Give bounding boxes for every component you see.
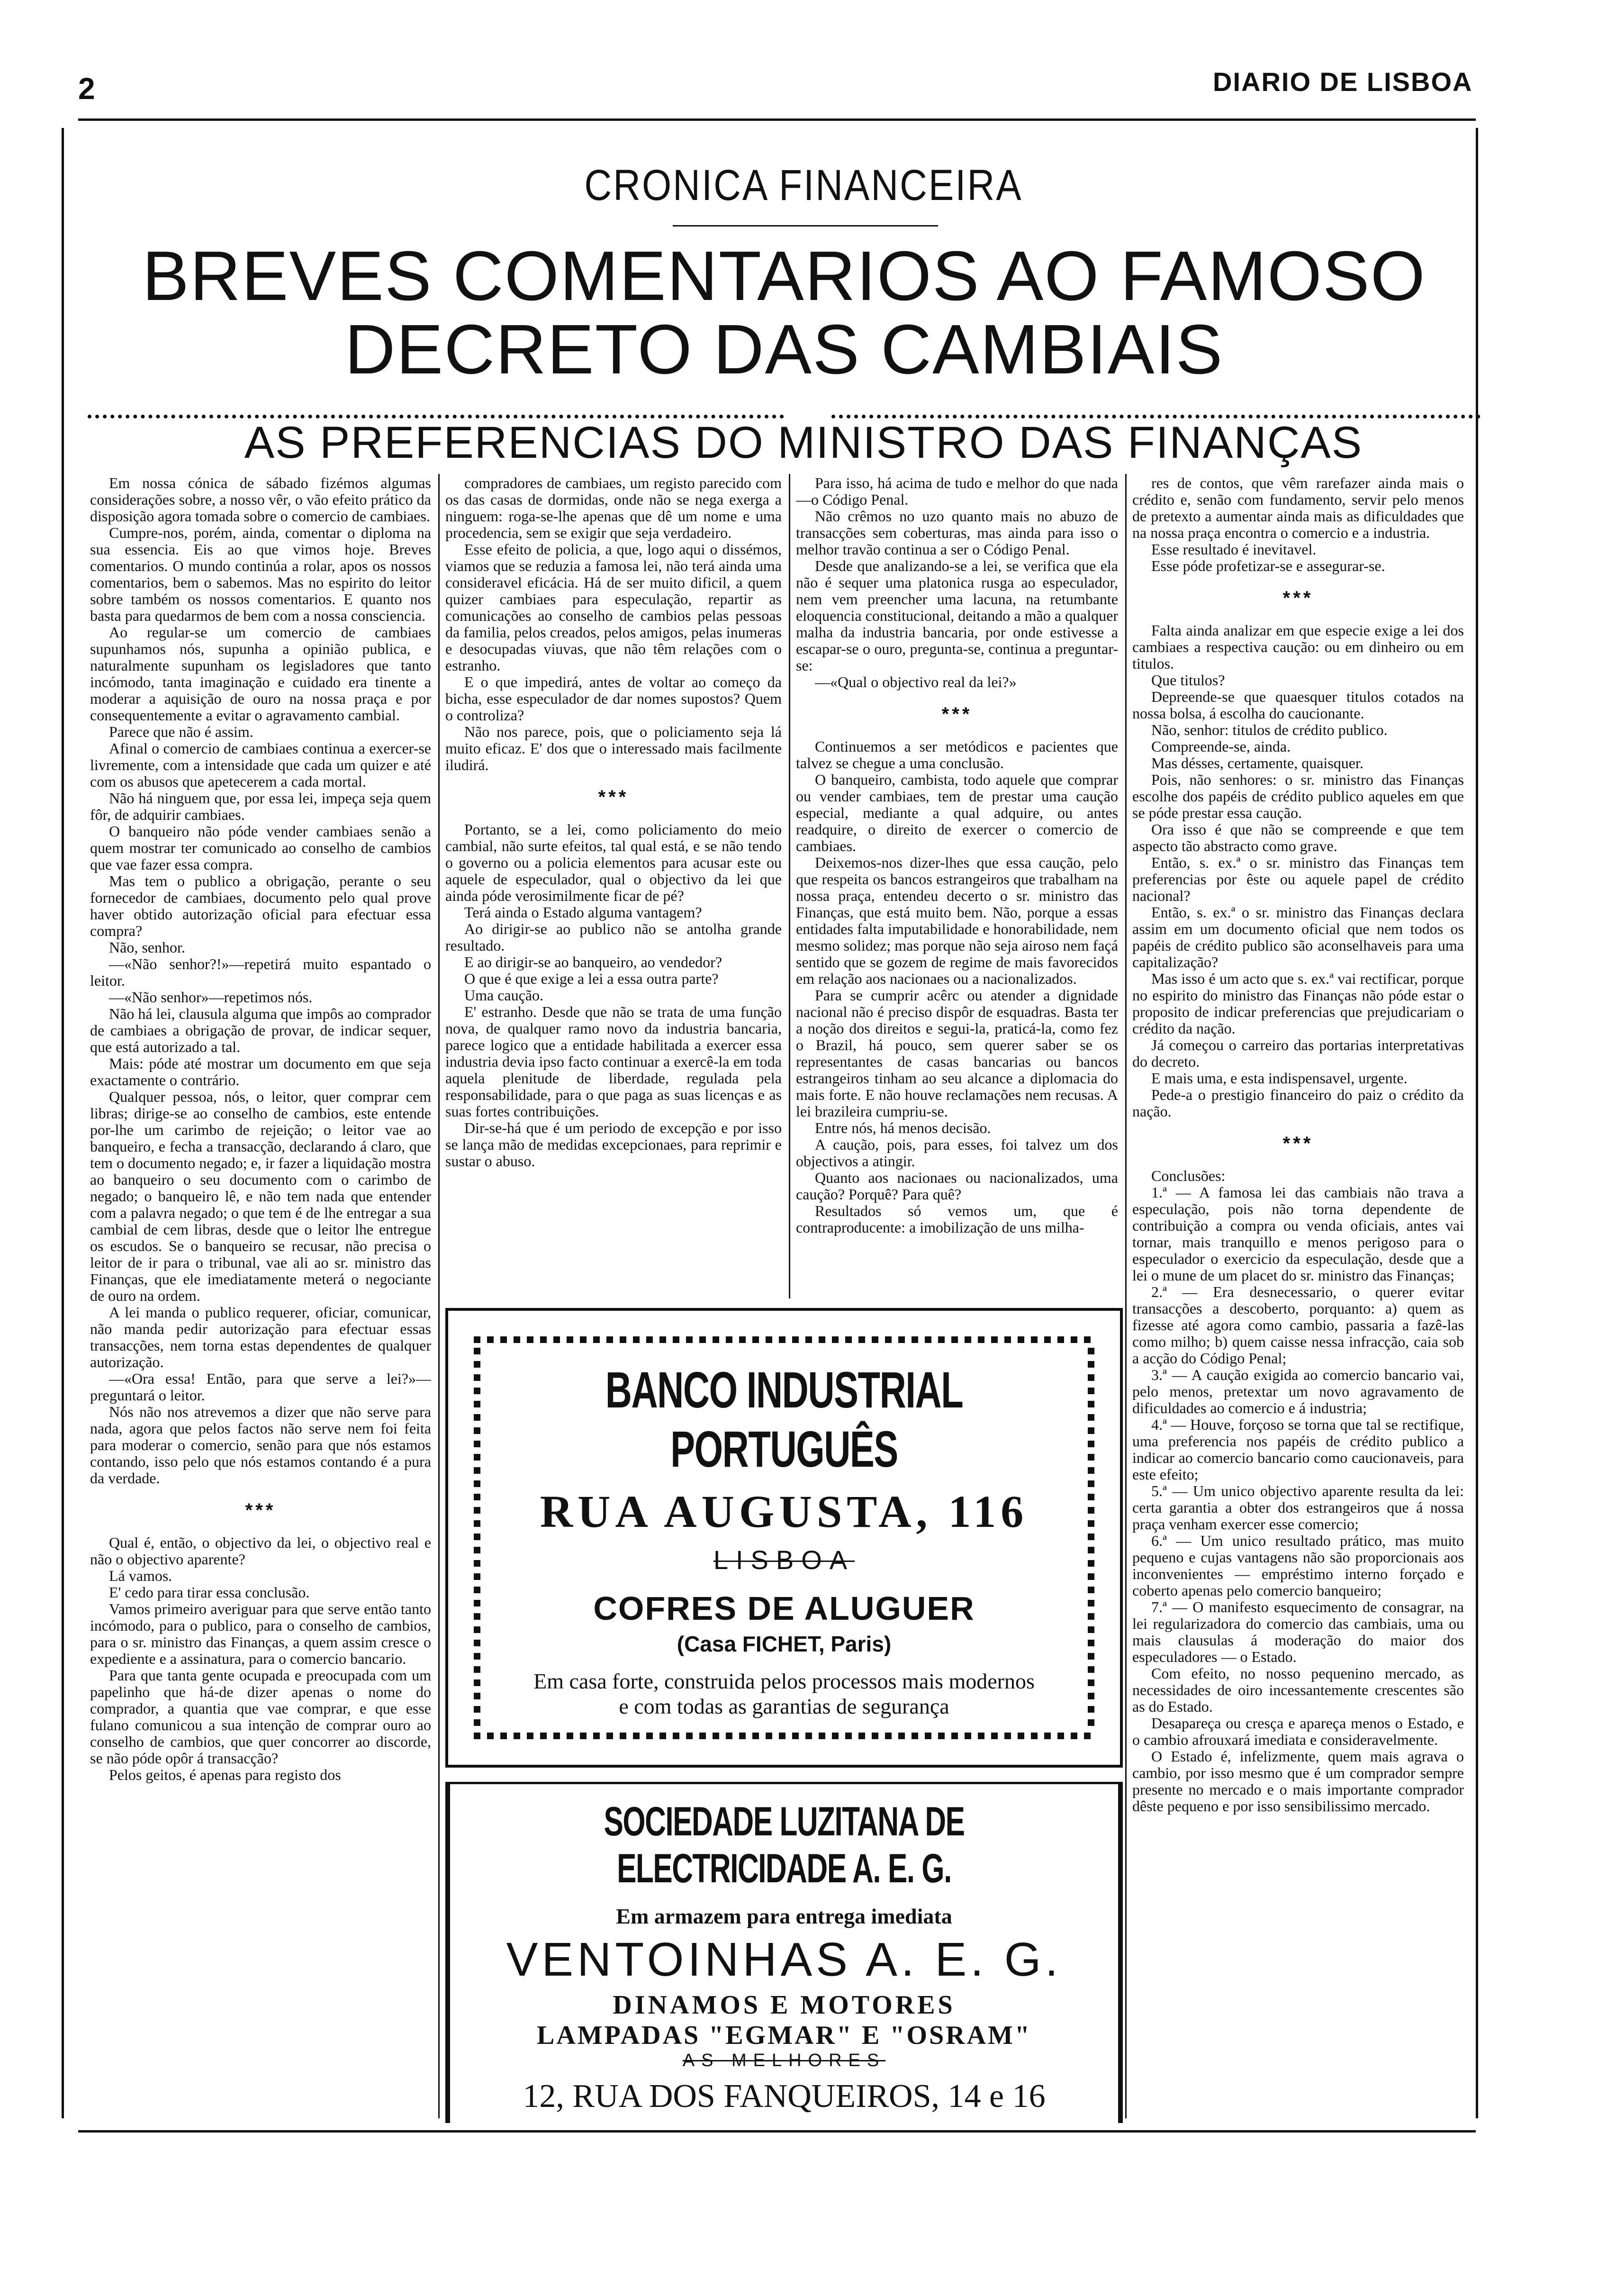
advertisement-aeg: [445, 1782, 1123, 2123]
article-paragraph: Parece que não é assim.: [109, 723, 253, 740]
article-paragraph: 5.ª — Um unico objectivo aparente resulta da lei: certa garantia a obter dos estrangeiros que á nossa praça venham exercer esse comercio;: [1132, 1482, 1464, 1533]
article-paragraph: Esse póde profetizar-se e assegurar-se.: [1151, 557, 1385, 574]
article-paragraph: Terá ainda o Estado alguma vantagem?: [464, 904, 702, 921]
article-paragraph: E o que impedirá, antes de voltar ao começo da bicha, esse especulador de dar nomes supostos? Quem o controliza?: [445, 673, 782, 724]
article-paragraph: Nós não nos atrevemos a dizer que não serve para nada, agora que pelos factos não serve nem foi feita para moderar o comercio, senão para que nós estamos contando, isso pelo que nós estamos contando é a pura da verdade.: [90, 1403, 431, 1487]
article-paragraph: Pois, não senhores: o sr. ministro das Finanças escolhe dos papéis de crédito publico aqueles em que se póde prestar essa caução.: [1132, 771, 1464, 821]
article-paragraph: Compreende-se, ainda.: [1151, 738, 1291, 755]
article-paragraph: Ao regular-se um comercio de cambiaes supunhamos nós, supunha a opinião publica, e naturalmente supunham os legisladores que tanto incómodo, tanta imaginação e cuidado era tinente a moderar a aquisição de ouro na nossa praça e por consequentemente a evitar o agravamento cambial.: [90, 624, 431, 724]
section-break-stars: ***: [598, 787, 629, 808]
section-rule: [673, 225, 938, 227]
article-paragraph: Em nossa cónica de sábado fizémos algumas considerações sobre, a nosso vêr, o vão efeito prático da disposição agora tomada sobre o comercio de cambiaes.: [90, 475, 431, 525]
article-paragraph: Ao dirigir-se ao publico não se antolha grande resultado.: [445, 920, 782, 954]
advertisement-banco-industrial: [445, 1308, 1123, 1768]
ad-banco-subline: (Casa FICHET, Paris): [677, 1632, 892, 1656]
ad-banco-tagline-1: Em casa forte, construida pelos processos mais modernos: [533, 1669, 1035, 1693]
article-paragraph: Mas tem o publico a obrigação, perante o seu fornecedor de cambiaes, documento pelo qual prove haver obtido autorização oficial para efectuar essa compra?: [90, 872, 431, 939]
article-paragraph: Esse resultado é inevitavel.: [1151, 541, 1317, 558]
article-paragraph: —«Não senhor?!»—repetirá muito espantado o leitor.: [90, 955, 431, 989]
article-paragraph: Entre nós, há menos decisão.: [815, 1119, 991, 1136]
article-paragraph: O banqueiro não póde vender cambiaes senão a quem mostrar ter comunicado ao conselho de cambios que vae fazer essa compra.: [90, 823, 431, 873]
article-paragraph: Já começou o carreiro das portarias interpretativas do decreto.: [1132, 1036, 1464, 1070]
article-paragraph: Não, senhor.: [109, 939, 185, 956]
article-paragraph: 3.ª — A caução exigida ao comercio bancario vai, pelo menos, pretextar um novo agravamento de dificuldades ao comercio e á industria;: [1132, 1366, 1464, 1416]
article-paragraph: Então, s. ex.ª o sr. ministro das Finanças tem preferencias por êste ou aquele papel de crédito nacional?: [1132, 854, 1464, 904]
section-break-stars: ***: [1282, 588, 1314, 608]
article-paragraph: A lei manda o publico requerer, oficiar, comunicar, não manda pedir autorização para efectuar essas transacções, nem torna estas dependentes de qualquer autorização.: [90, 1304, 431, 1370]
ad-banco-ornamental-border: [460, 1323, 1108, 1752]
article-paragraph: 1.ª — A famosa lei das cambiais não trava a especulação, pois não torna dependente de contribuição a compra ou venda oficiais, antes vai tornar, mais tranquillo e menos perigoso para o especulador o exercicio da especulação, desde que a lei o mune de um placet do sr. ministro das Finanças;: [1132, 1184, 1464, 1284]
article-paragraph: E mais uma, e esta indispensavel, urgente.: [1151, 1070, 1408, 1087]
bottom-rule: [78, 2130, 1476, 2133]
article-paragraph: 2.ª — Era desnecessario, o querer evitar transacções a descoberto, porquanto: a) quem as fizesse até agora como cambio, passaria a fazê-las como milho; b) quem caisse nessa infracção, caia sob a acção do Código Penal;: [1132, 1283, 1464, 1367]
article-paragraph: 6.ª — Um unico resultado prático, mas muito pequeno e cujas vantagens não são proporcionais aos inconvenientes — empréstimo interno forçado e coberto apenas pelo comercio banqueiro;: [1132, 1532, 1464, 1599]
article-paragraph: Uma caução.: [464, 987, 544, 1004]
article-paragraph: Qual é, então, o objectivo da lei, o objectivo real e não o objectivo aparente?: [90, 1534, 431, 1568]
article-paragraph: Continuemos a ser metódicos e pacientes que talvez se chegue a uma conclusão.: [796, 738, 1118, 771]
article-paragraph: Cumpre-nos, porém, ainda, comentar o diploma na sua essencia. Eis ao que vimos hoje. Breves comentarios. O mundo continúa a rolar, apos os nossos comentarios, bem o sabemos. Mas no espirito do leitor sobre também os nossos comentarios. E quanto nos basta para quedarmos de bem com a nossa consciencia.: [90, 524, 431, 624]
article-paragraph: Mas désses, certamente, quaisquer.: [1151, 754, 1363, 771]
article-paragraph: compradores de cambiaes, um registo parecido com os das casas de dormidas, onde não se nega exerga a ninguem: roga-se-lhe apenas que dê um nome e uma procedencia, sem se exigir que seja verdadeiro.: [445, 475, 782, 541]
article-paragraph: Portanto, se a lei, como policiamento do meio cambial, não surte efeitos, tal qual está, e se não tendo o governo ou a policia elementos para acusar este ou aquele de especulador, qual o objectivo da lei que ainda póde verosimilmente ficar de pé?: [445, 821, 782, 904]
article-paragraph: Não há ninguem que, por essa lei, impeça seja quem fôr, de adquirir cambiaes.: [90, 790, 431, 823]
article-paragraph: 4.ª — Houve, forçoso se torna que tal se rectifique, uma preferencia nos papéis de crédito publico a indicar ao comercio bancario como caucionaveis, para este efeito;: [1132, 1416, 1464, 1483]
article-paragraph: Vamos primeiro averiguar para que serve então tanto incómodo, para o publico, para o conselho de cambios, para o sr. ministro das Finanças, a quem assim cresce o expediente e a assinatura, para o comercio bancario.: [90, 1600, 431, 1667]
article-paragraph: Para que tanta gente ocupada e preocupada com um papelinho que há-de dizer apenas o nome do comprador, a quantia que vae comprar, e que esse fulano comunicou a sua intenção de comprar ouro ao conselho de cambios, que quer concorrer ao discorde, se não póde opôr á transacção?: [90, 1667, 431, 1767]
article-column-3: [796, 475, 1118, 1299]
section-title: CRONICA FINANCEIRA: [584, 161, 1023, 209]
article-paragraph: E' cedo para tirar essa conclusão.: [109, 1584, 310, 1601]
ad-banco-city: LISBOA: [713, 1545, 855, 1575]
ad-banco-headline: COFRES DE ALUGUER: [593, 1590, 975, 1627]
article-paragraph: Esse efeito de policia, a que, logo aqui o dissémos, viamos que se reduzia a famosa lei, não terá ainda uma consideravel eficácia. Há de ser muito dificil, a quem quizer cambiaes para especulação, repartir as comunicações ao conselho de cambios pelas pessoas da familia, pelos creados, pelos amigos, pelas inumeras e desocupadas viuvas, que não têm relações com o estranho.: [445, 541, 782, 674]
section-break-stars: ***: [941, 704, 973, 725]
ad-aeg-line-2: LAMPADAS "EGMAR" E "OSRAM": [537, 2021, 1031, 2050]
article-paragraph: Ora isso é que não se compreende e que tem aspecto tão abstracto como grave.: [1132, 821, 1464, 854]
article-paragraph: Não nos parece, pois, que o policiamento seja lá muito eficaz. E' dos que o interessado mais facilmente iludirá.: [445, 723, 782, 773]
page-number: 2: [78, 72, 95, 106]
article-column-2: [445, 475, 782, 1299]
article-paragraph: Para isso, há acima de tudo e melhor do que nada—o Código Penal.: [796, 475, 1118, 508]
column-rule: [438, 474, 440, 2118]
article-paragraph: Pede-a o prestigio financeiro do paiz o crédito da nação.: [1132, 1086, 1464, 1120]
ad-aeg-address: 12, RUA DOS FANQUEIROS, 14 e 16: [523, 2078, 1046, 2114]
article-paragraph: O banqueiro, cambista, todo aquele que comprar ou vender cambiaes, tem de prestar uma caução especial, mediante a qual adquire, ou antes readquire, o direito de exercer o comercio de cambiaes.: [796, 771, 1118, 854]
article-paragraph: Pelos geitos, é apenas para registo dos: [109, 1766, 341, 1783]
article-paragraph: Não, senhor: titulos de crédito publico.: [1151, 721, 1388, 738]
article-paragraph: Lá vamos.: [109, 1567, 172, 1584]
ad-aeg-product: VENTOINHAS A. E. G.: [506, 1933, 1062, 1986]
section-break-stars: ***: [245, 1500, 276, 1521]
article-paragraph: Quanto aos nacionaes ou nacionalizados, uma caução? Porquê? Para quê?: [796, 1169, 1118, 1203]
article-paragraph: Não há lei, clausula alguma que impôs ao comprador de cambiaes a obrigação de provar, de indicar sequer, que está autorizado a tal.: [90, 1005, 431, 1055]
article-paragraph: —«Qual o objectivo real da lei?»: [815, 673, 1017, 690]
ad-banco-tagline-2: e com todas as garantias de segurança: [619, 1694, 949, 1718]
article-paragraph: Não crêmos no uzo quanto mais no abuzo de transacções sem coberturas, mas ainda para isso o melhor travão continua a ser o Código Penal.: [796, 508, 1118, 558]
article-paragraph: Depreende-se que quaesquer titulos cotados na nossa bolsa, á escolha do caucionante.: [1132, 688, 1464, 722]
ad-aeg-line-3: AS MELHORES: [682, 2051, 886, 2070]
article-paragraph: Que titulos?: [1151, 672, 1225, 689]
article-paragraph: E ao dirigir-se ao banqueiro, ao vendedor?: [464, 953, 722, 971]
article-paragraph: —«Não senhor»—repetimos nós.: [109, 989, 313, 1006]
article-paragraph: 7.ª — O manifesto esquecimento de consagrar, na lei regularizadora do comercio das cambiais, uma ou mais clausulas á moderação do maior dos especuladores — o Estado.: [1132, 1598, 1464, 1665]
subhead: AS PREFERENCIAS DO MINISTRO DAS FINANÇAS: [244, 417, 1363, 468]
article-paragraph: Falta ainda analizar em que especie exige a lei dos cambiaes a respectiva caução: ou em dinheiro ou em titulos.: [1132, 622, 1464, 672]
masthead-name: DIARIO DE LISBOA: [1213, 67, 1473, 97]
ad-banco-tagline: [502, 1669, 1066, 1719]
article-paragraph: Mais: póde até mostrar um documento em que seja exactamente o contrário.: [90, 1055, 431, 1089]
column-rule: [1125, 474, 1127, 2118]
ad-banco-street: RUA AUGUSTA, 116: [540, 1486, 1029, 1537]
article-paragraph: Deixemos-nos dizer-lhes que essa caução, pelo que respeita os bancos estrangeiros que trabalham na nossa praça, entendeu decerto o sr. ministro das Finanças, que está muito bem. Não, porque a essas entidades falta imputabilidade e honorabilidade, nem mesmo solidez; mas porque não seja airoso nem façá sentido que se gozem de regime de mais favorecidos em relação aos nacionaes ou a nacionalizados.: [796, 854, 1118, 987]
headline-line-1: BREVES COMENTARIOS AO FAMOSO: [142, 237, 1426, 315]
article-paragraph: —«Ora essa! Então, para que serve a lei?»—preguntará o leitor.: [90, 1370, 431, 1404]
ad-aeg-company: SOCIEDADE LUZITANA DE ELECTRICIDADE A. E. G.: [604, 1799, 965, 1891]
article-paragraph: O que é que exige a lei a essa outra parte?: [464, 970, 719, 987]
headline-line-2: DECRETO DAS CAMBIAIS: [344, 310, 1224, 389]
ad-aeg-availability: Em armazem para entrega imediata: [616, 1904, 952, 1928]
article-paragraph: Então, s. ex.ª o sr. ministro das Finanças declara assim em um documento oficial que nem todos os papéis de crédito publico são aconselhaveis para uma capitalização?: [1132, 904, 1464, 971]
column-rule: [789, 474, 790, 1298]
article-paragraph: O Estado é, infelizmente, quem mais agrava o cambio, por isso mesmo que é um comprador sempre presente no mercado e o mais importante comprador dêste pequeno e por isso sensibilissimo mercado.: [1132, 1748, 1464, 1815]
article-paragraph: Mas isso é um acto que s. ex.ª vai rectificar, porque no espirito do ministro das Finanças não póde estar o proposito de indicar preferencias que prejudicariam o crédito da nação.: [1132, 970, 1464, 1037]
article-paragraph: Afinal o comercio de cambiaes continua a exercer-se livremente, com a intensidade que cada um quizer e até com os abusos que apetecerem a cada mortal.: [90, 740, 431, 790]
article-paragraph: Conclusões:: [1151, 1167, 1226, 1184]
article-paragraph: Dir-se-há que é um periodo de excepção e por isso se lança mão de medidas excepcionaes, para reprimir e sustar o abuso.: [445, 1119, 782, 1170]
article-paragraph: A caução, pois, para esses, foi talvez um dos objectivos a atingir.: [796, 1136, 1118, 1170]
article-column-4: [1132, 475, 1464, 2114]
article-paragraph: Qualquer pessoa, nós, o leitor, quer comprar cem libras; dirige-se ao conselho de cambios, este entende por-lhe um carimbo de rejeição; o leitor vae ao banqueiro, e fecha a transacção, declarando á claro, que tem o documento negado; e, ir fazer a liquidação mostra ao banqueiro o seu documento com o carimbo de negado; o banqueiro lê, e não tem nada que entender com a palavra negado; o que tem é de lhe entregar a sua cambial de cem libras, desde que o leitor lhe entregue os escudos. Se o banqueiro se recusar, não precisa o leitor de ir para o tribunal, vae ali ao sr. ministro das Finanças, que ele imediatamente meterá o negociante de ouro na ordem.: [90, 1088, 431, 1304]
ad-aeg-line-1: DINAMOS E MOTORES: [613, 1990, 956, 2020]
top-rule: [78, 118, 1476, 121]
article-paragraph: Com efeito, no nosso pequenino mercado, as necessidades de oiro incessantemente crescentes são as do Estado.: [1132, 1665, 1464, 1715]
article-paragraph: res de contos, que vêm rarefazer ainda mais o crédito e, senão com fundamento, servir pelo menos de pretexto a aumentar ainda mais as dificuldades que na nossa praça encontra o comercio e a industria.: [1132, 475, 1464, 541]
article-paragraph: Resultados só vemos um, que é contraproducente: a imobilização de uns milha-: [796, 1202, 1118, 1236]
article-paragraph: E' estranho. Desde que não se trata de uma função nova, de qualquer ramo novo da industria bancaria, parece logico que a entidade habilitada a exercer essa industria devia ipso facto continuar a exercê-la em toda aquela plenitude de liberdade, regulada pela responsabilidade, para o que paga as suas licenças e as suas fortes contribuições.: [445, 1003, 782, 1120]
section-break-stars: ***: [1282, 1133, 1314, 1154]
article-column-1: [90, 475, 431, 2114]
article-paragraph: Desde que analizando-se a lei, se verifica que ela não é sequer uma platonica rusga ao especulador, nem vem preencher uma lacuna, na retumbante eloquencia constitucional, deitando a mão a qualquer malha da industria bancaria, por onde estivesse a escapar-se o ouro, pregunta-se, continua a preguntar-se:: [796, 557, 1118, 674]
headline: [85, 239, 1483, 387]
article-paragraph: Desapareça ou cresça e apareça menos o Estado, e o cambio afrouxará imediata e consideravelmente.: [1132, 1715, 1464, 1748]
article-paragraph: Para se cumprir acêrc ou atender a dignidade nacional não é preciso dispôr de esquadras. Basta ter a noção dos direitos e segui-la, praticá-la, como fez o Brazil, há pouco, sem querer saber se os representantes de casas bancarias ou bancos estrangeiros tinham ao seu alcance a diplomacia do mais forte. E não houve reclamações nem recusas. A lei brazileira cumpriu-se.: [796, 987, 1118, 1120]
ad-banco-bank-name: BANCO INDUSTRIAL PORTUGUÊS: [605, 1361, 963, 1478]
